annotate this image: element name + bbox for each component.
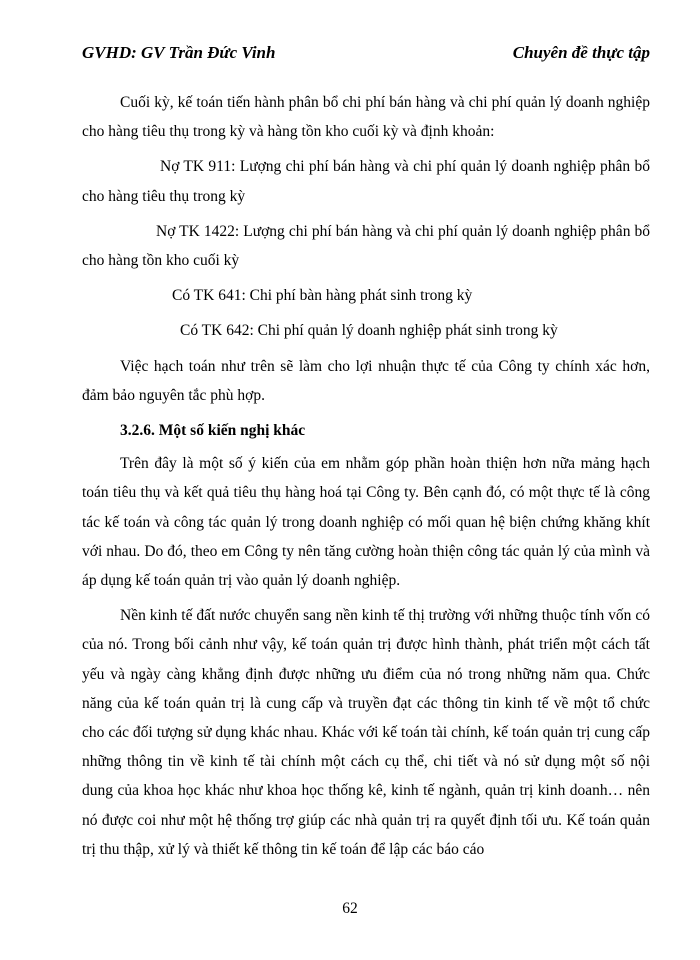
header-report-type: Chuyên đề thực tập <box>512 43 650 62</box>
section-heading: 3.2.6. Một số kiến nghị khác <box>120 422 306 440</box>
entry-debit-911: Nợ TK 911: Lượng chi phí bán hàng và chi phí quản lý doanh nghiệp phân bổ cho hàng tiêu thụ trong kỳ <box>82 158 650 205</box>
paragraph-management-accounting: Nền kinh tế đất nước chuyển sang nền kinh tế thị trường với những thuộc tính vốn có của nó. Trong bối cảnh như vậy, kế toán quản trị được hình thành, phát triển một cách tất yếu và ngày càng khẳng định được những ưu điểm của nó trong những năm qua. Chức năng của kế toán quản trị là cung cấp và truyền đạt các thông tin kinh tế về một tổ chức cho các đối tượng sử dụng khác nhau. Khác với kế toán tài chính, kế toán quản trị cung cấp những thông tin về kinh tế tài chính một cách cụ thể, chi tiết và nó sử dụng một số nội dung của khoa học khác như khoa học thống kê, kinh tế ngành, quản trị kinh doanh… nên nó được coi như một hệ thống trợ giúp các nhà quản trị ra quyết định tối ưu. Kế toán quản trị thu thập, xử lý và thiết kế thông tin kế toán để lập các báo cáo <box>82 607 650 858</box>
entry-credit-641: Có TK 641: Chi phí bàn hàng phát sinh trong kỳ <box>172 287 473 305</box>
document-body <box>82 88 650 864</box>
paragraph-allocation-intro: Cuối kỳ, kế toán tiến hành phân bổ chi phí bán hàng và chi phí quản lý doanh nghiệp cho hàng tiêu thụ trong kỳ và hàng tồn kho cuối kỳ và định khoản: <box>82 94 650 141</box>
header-supervisor: GVHD: GV Trần Đức Vinh <box>82 43 276 62</box>
entry-credit-642: Có TK 642: Chi phí quản lý doanh nghiệp phát sinh trong kỳ <box>180 322 558 340</box>
page-header <box>82 43 650 69</box>
entry-debit-1422: Nợ TK 1422: Lượng chi phí bán hàng và chi phí quản lý doanh nghiệp phân bổ cho hàng tồn kho cuối kỳ <box>82 222 650 270</box>
page-number: 62 <box>342 900 358 917</box>
paragraph-accuracy: Việc hạch toán như trên sẽ làm cho lợi nhuận thực tế của Công ty chính xác hơn, đảm bảo nguyên tắc phù hợp. <box>82 357 650 404</box>
paragraph-recommendations: Trên đây là một số ý kiến của em nhằm góp phần hoàn thiện hơn nữa mảng hạch toán tiêu thụ và kết quả tiêu thụ hàng hoá tại Công ty. Bên cạnh đó, có một thực tế là công tác kế toán và công tác quản lý trong doanh nghiệp có mối quan hệ biện chứng khăng khít với nhau. Do đó, theo em Công ty nên tăng cường hoàn thiện công tác quản lý của mình và áp dụng kế toán quản trị vào quản lý doanh nghiệp. <box>82 455 650 590</box>
